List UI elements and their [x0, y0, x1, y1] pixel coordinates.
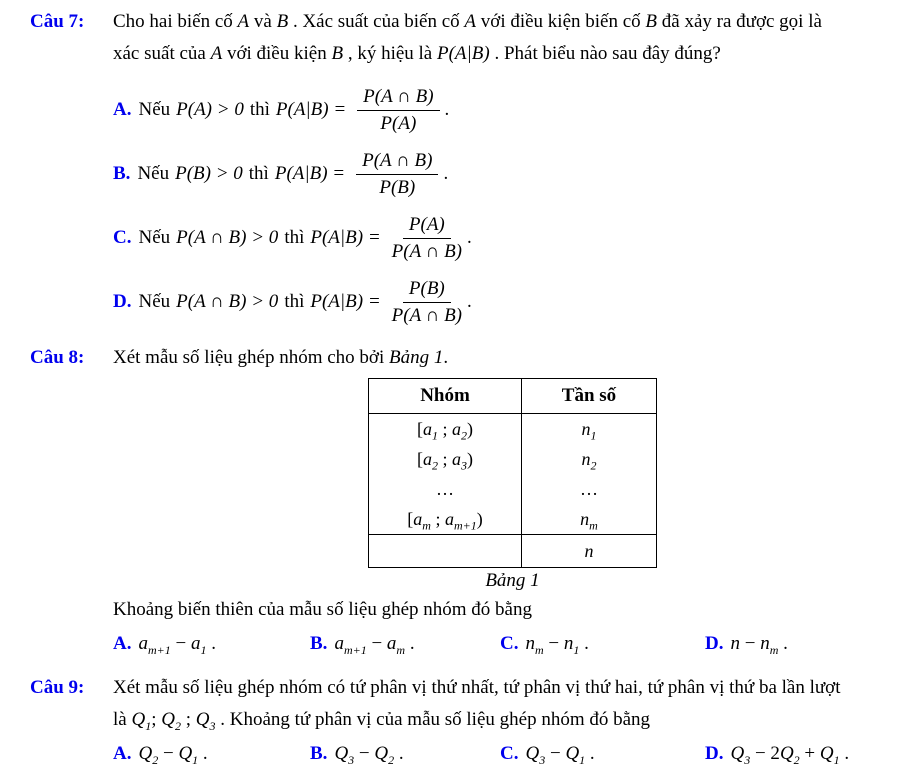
question-7-text-line1: [113, 6, 897, 38]
table-row: [369, 414, 657, 445]
column-header-group: Nhóm: [369, 379, 522, 414]
option-letter: C.: [500, 743, 519, 764]
question-9-option-b: B. $Q_3 - Q_2$ .: [310, 743, 404, 767]
question-9-option-d: D. $Q_3 - 2Q_2 + Q_1$ .: [705, 743, 850, 767]
question-9-label: Câu 9:: [30, 677, 85, 698]
option-letter: B.: [310, 633, 328, 654]
fraction-denominator: P(A ∩ B): [391, 240, 463, 262]
table-row: [369, 504, 657, 535]
text: và: [249, 11, 277, 32]
fraction-denominator: P(A ∩ B): [391, 304, 463, 326]
text: .: [467, 291, 472, 312]
variable: Q: [131, 709, 146, 730]
question-7: [0, 6, 897, 334]
text: Nếu: [138, 227, 171, 248]
total-frequency-cell: n: [522, 535, 657, 568]
text: .: [443, 163, 449, 184]
option-letter: D.: [705, 633, 724, 654]
condition-formula: P(A ∩ B) > 0: [176, 291, 279, 312]
table-row: [369, 474, 657, 504]
variable: A: [237, 11, 250, 32]
question-8: [0, 342, 897, 660]
text: .: [443, 347, 449, 368]
option-letter: C.: [500, 633, 519, 654]
frequency-cell: $n_m$: [522, 504, 657, 535]
frequency-table: [368, 378, 657, 568]
question-9-text-line2: là $Q_1$; $Q_2$ ; $Q_3$ . Khoảng tứ phân vị của mẫu số liệu ghép nhóm đó bằng: [113, 709, 651, 733]
text: ;: [151, 709, 162, 730]
table-total-row: [369, 535, 657, 568]
table-header-row: [369, 379, 657, 414]
variable: Q: [195, 709, 210, 730]
variable: B: [645, 11, 658, 32]
text: thì: [284, 227, 305, 248]
conditional-probability-notation: P(A|B): [437, 43, 490, 64]
condition-formula: P(B) > 0: [175, 163, 243, 184]
fraction: [392, 213, 462, 264]
text: đã xảy ra được gọi là: [657, 11, 822, 32]
table-reference: Bảng 1: [389, 347, 444, 368]
fraction-denominator: P(A): [380, 112, 417, 134]
formula-lhs: P(A|B) =: [310, 227, 381, 248]
empty-cell: [369, 535, 522, 568]
question-7-option-b: [113, 142, 897, 206]
variable: B: [331, 43, 344, 64]
condition-formula: P(A ∩ B) > 0: [176, 227, 279, 248]
option-letter: D.: [113, 291, 132, 312]
group-interval-cell: …: [369, 474, 522, 504]
text: xác suất của: [113, 43, 211, 64]
group-interval-cell: [$a_1$ ; $a_2$): [369, 414, 522, 445]
text: Nếu: [138, 99, 171, 120]
condition-formula: P(A) > 0: [176, 99, 244, 120]
option-letter: D.: [705, 743, 724, 764]
fraction: [392, 277, 462, 328]
group-interval-cell: [$a_m$ ; $a_{m+1}$): [369, 504, 522, 535]
frequency-cell: $n_2$: [522, 444, 657, 474]
question-8-option-c: C. $n_m - n_1$ .: [500, 633, 589, 657]
question-7-text-line2: [113, 38, 897, 70]
fraction: [357, 85, 439, 136]
formula-lhs: P(A|B) =: [274, 163, 346, 184]
text: với điều kiện biến cố: [476, 11, 646, 32]
fraction: [356, 149, 438, 200]
text: thì: [284, 291, 305, 312]
table-caption: Bảng 1: [485, 570, 540, 591]
question-7-options: [113, 78, 897, 334]
fraction-numerator: P(A ∩ B): [356, 149, 438, 175]
fraction-numerator: P(A ∩ B): [357, 85, 439, 111]
question-8-option-d: D. $n - n_m$ .: [705, 633, 788, 657]
question-7-option-d: [113, 270, 897, 334]
option-letter: B.: [310, 743, 328, 764]
question-8-option-a: A. $a_{m+1} - a_1$ .: [113, 633, 216, 657]
text: .: [467, 227, 472, 248]
text: với điều kiện: [222, 43, 332, 64]
variable: B: [276, 11, 289, 32]
frequency-cell: $n_1$: [522, 414, 657, 445]
text: Xét mẫu số liệu ghép nhóm cho bởi: [113, 347, 390, 368]
fraction-numerator: P(A): [403, 213, 451, 239]
text: là: [113, 709, 132, 730]
option-letter: A.: [113, 633, 132, 654]
frequency-table-wrap: [368, 378, 657, 594]
option-letter: C.: [113, 227, 132, 248]
question-8-label: Câu 8:: [30, 347, 85, 368]
text: ;: [180, 709, 196, 730]
text: thì: [248, 163, 269, 184]
column-header-frequency: Tần số: [522, 379, 657, 414]
question-8-intro: [113, 342, 897, 374]
text: thì: [249, 99, 270, 120]
frequency-cell: …: [522, 474, 657, 504]
formula-lhs: P(A|B) =: [310, 291, 381, 312]
question-8-options: [113, 628, 897, 660]
variable: A: [210, 43, 223, 64]
group-interval-cell: [$a_2$ ; $a_3$): [369, 444, 522, 474]
text: . Xác suất của biến cố: [288, 11, 465, 32]
text: . Khoảng tứ phân vị của mẫu số liệu ghép nhóm đó bằng: [215, 709, 651, 730]
question-9-option-a: A. $Q_2 - Q_1$ .: [113, 743, 208, 767]
question-9: [0, 672, 897, 770]
question-7-option-a: [113, 78, 897, 142]
text: Cho hai biến cố: [113, 11, 238, 32]
variable: A: [464, 11, 477, 32]
question-7-label: Câu 7:: [30, 11, 85, 32]
question-9-option-c: C. $Q_3 - Q_1$ .: [500, 743, 595, 767]
fraction-denominator: P(B): [379, 176, 416, 198]
text: Nếu: [137, 163, 170, 184]
question-8-option-b: B. $a_{m+1} - a_m$ .: [310, 633, 415, 657]
text: . Phát biểu nào sau đây đúng?: [489, 43, 721, 64]
table-row: [369, 444, 657, 474]
option-letter: B.: [113, 163, 131, 184]
question-9-text-line1: Xét mẫu số liệu ghép nhóm có tứ phân vị thứ nhất, tứ phân vị thứ hai, tứ phân vị thứ ba lần lượt: [113, 677, 841, 698]
formula-lhs: P(A|B) =: [275, 99, 347, 120]
question-8-question: Khoảng biến thiên của mẫu số liệu ghép nhóm đó bằng: [113, 599, 532, 620]
text: , ký hiệu là: [343, 43, 437, 64]
question-7-option-c: [113, 206, 897, 270]
option-letter: A.: [113, 743, 132, 764]
text: .: [444, 99, 450, 120]
variable: Q: [161, 709, 175, 730]
fraction-numerator: P(B): [403, 277, 451, 303]
option-letter: A.: [113, 99, 132, 120]
text: Nếu: [138, 291, 171, 312]
